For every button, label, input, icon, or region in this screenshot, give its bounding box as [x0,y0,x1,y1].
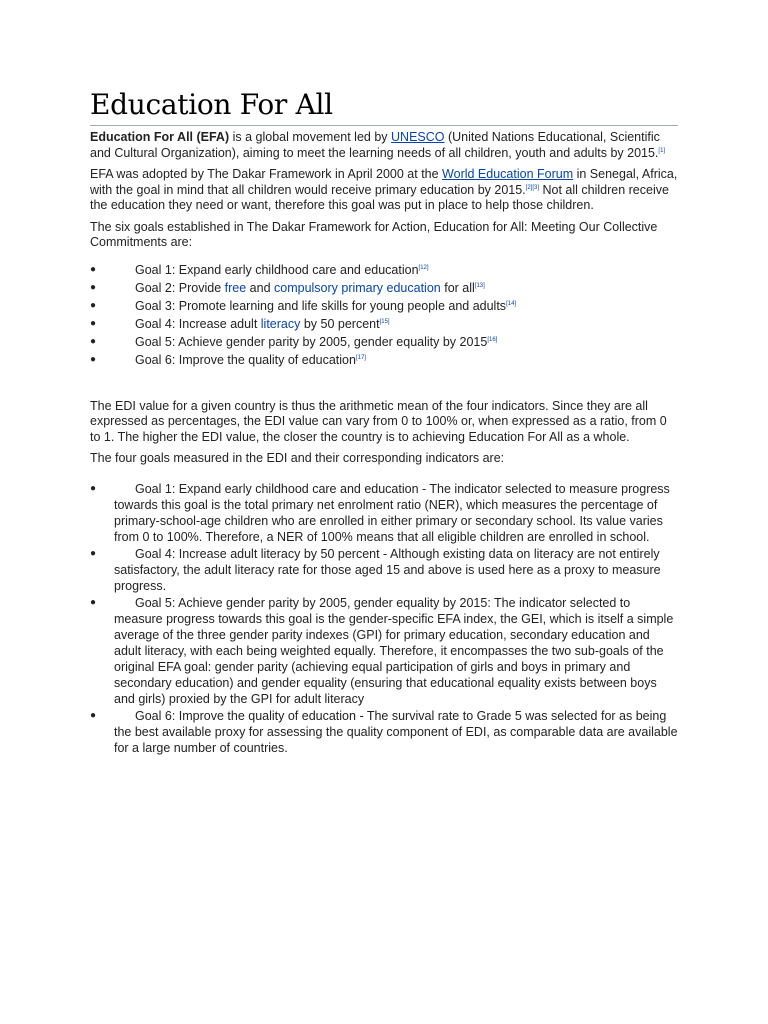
bullet-icon: ● [90,709,97,721]
bullet-icon: ● [90,353,97,365]
ref-link[interactable]: [13] [474,282,485,289]
goal-text: for all [440,280,475,295]
ref-link[interactable]: [16] [487,336,498,343]
free-link[interactable]: free [224,280,247,295]
indicators-list [90,481,680,756]
list-item [90,481,680,545]
edi-goals-intro-paragraph: The four goals measured in the EDI and their corresponding indicators are: [90,451,505,465]
page-title: Education For All [90,88,333,121]
bullet-icon: ● [90,547,97,559]
goal-text: by 50 percent [300,316,380,331]
ref-link[interactable]: [1] [658,147,666,154]
ref-link[interactable]: [14] [506,300,517,307]
list-item [90,546,680,594]
bullet-icon: ● [90,317,97,329]
bullet-icon: ● [90,281,97,293]
world-education-forum-link[interactable]: World Education Forum [442,167,574,181]
bullet-icon: ● [90,299,97,311]
title-divider [90,125,678,126]
unesco-link[interactable]: UNESCO [391,130,445,144]
ref-link[interactable]: [12] [418,264,429,271]
bullet-icon: ● [90,596,97,608]
list-item [90,315,680,333]
goals-intro-paragraph: The six goals established in The Dakar Framework for Action, Education for All: Meeting Our Collective Commitments are: [90,219,658,249]
indicator-text: Goal 1: Expand early childhood care and education - The indicator selected to measure progress towards this goal is the total primary net enrolment ratio (NER), which measures the percentage of primary-school-age children who are enrolled in either primary or secondary school. Its value varies from 0 to 100%. Therefore, a NER of 100% means that all eligible children are enrolled in school. [114,481,670,544]
intro-bold-term: Education For All (EFA) [90,130,230,144]
goal-text: Goal 3: Promote learning and life skills for young people and adults [135,298,507,313]
list-item [90,595,680,707]
goal-text: Goal 6: Improve the quality of education [135,352,356,367]
goal-text: Goal 1: Expand early childhood care and education [135,262,419,277]
ref-link[interactable]: [2][3] [525,184,540,191]
indicator-text: Goal 6: Improve the quality of education - The survival rate to Grade 5 was selected for as being the best available proxy for assessing the quality component of EDI, as comparable data are available for a large number of countries. [114,708,678,755]
bullet-icon: ● [90,482,97,494]
indicator-text: Goal 5: Achieve gender parity by 2005, gender equality by 2015: The indicator selected to measure progress towards this goal is the gender-specific EFA index, the GEI, which is itself a simple average of the three gender parity indexes (GPI) for primary education, secondary education and adult literacy, with each being weighted equally. Therefore, it encompasses the two sub-goals of the original EFA goal: gender parity (achieving equal participation of girls and boys in primary and secondary education) and gender equality (ensuring that educational equality exists between boys and girls) proxied by the GPI for adult literacy [114,595,674,706]
intro-text: is a global movement led by [229,130,392,144]
edi-paragraph: The EDI value for a given country is thus the arithmetic mean of the four indicators. Since they are all expressed as percentages, the EDI value can vary from 0 to 100% or, when expressed as a ratio, from 0 to 1. The higher the EDI value, the closer the country is to achieving Education For All as a whole. [90,398,667,444]
list-item [90,279,680,297]
goal-text: Goal 5: Achieve gender parity by 2005, gender equality by 2015 [135,334,488,349]
list-item [90,351,680,369]
bullet-icon: ● [90,335,97,347]
goal-text: Goal 2: Provide [135,280,225,295]
indicator-text: Goal 4: Increase adult literacy by 50 percent - Although existing data on literacy are not entirely satisfactory, the adult literacy rate for those aged 15 and above is used here as a proxy to measure progress. [114,546,661,593]
intro-paragraph [90,130,680,161]
list-item [90,297,680,315]
goal-text: Goal 4: Increase adult [135,316,261,331]
goals-list [90,261,680,369]
list-item [90,708,680,756]
article-body [90,130,680,757]
ref-link[interactable]: [17] [355,354,366,361]
ref-link[interactable]: [15] [379,318,390,325]
intro-text-cont: (United Nations Educational, Scientific and Cultural Organization), aiming to meet the learning needs of all children, youth and adults by 2015. [90,130,660,160]
literacy-link[interactable]: literacy [260,316,301,331]
goal-text: and [246,280,274,295]
list-item [90,261,680,279]
list-item [90,333,680,351]
compulsory-education-link[interactable]: compulsory primary education [274,280,441,295]
bullet-icon: ● [90,263,97,275]
para2-text-end: Not all children receive the education they need or want, therefore this goal was put in place to help those children. [90,182,669,212]
dakar-paragraph [90,167,680,214]
para2-text: EFA was adopted by The Dakar Framework in April 2000 at the [90,167,443,181]
section-spacer [90,369,680,399]
para2-text-cont: in Senegal, Africa, with the goal in mind that all children would receive primary education by 2015. [90,167,678,197]
